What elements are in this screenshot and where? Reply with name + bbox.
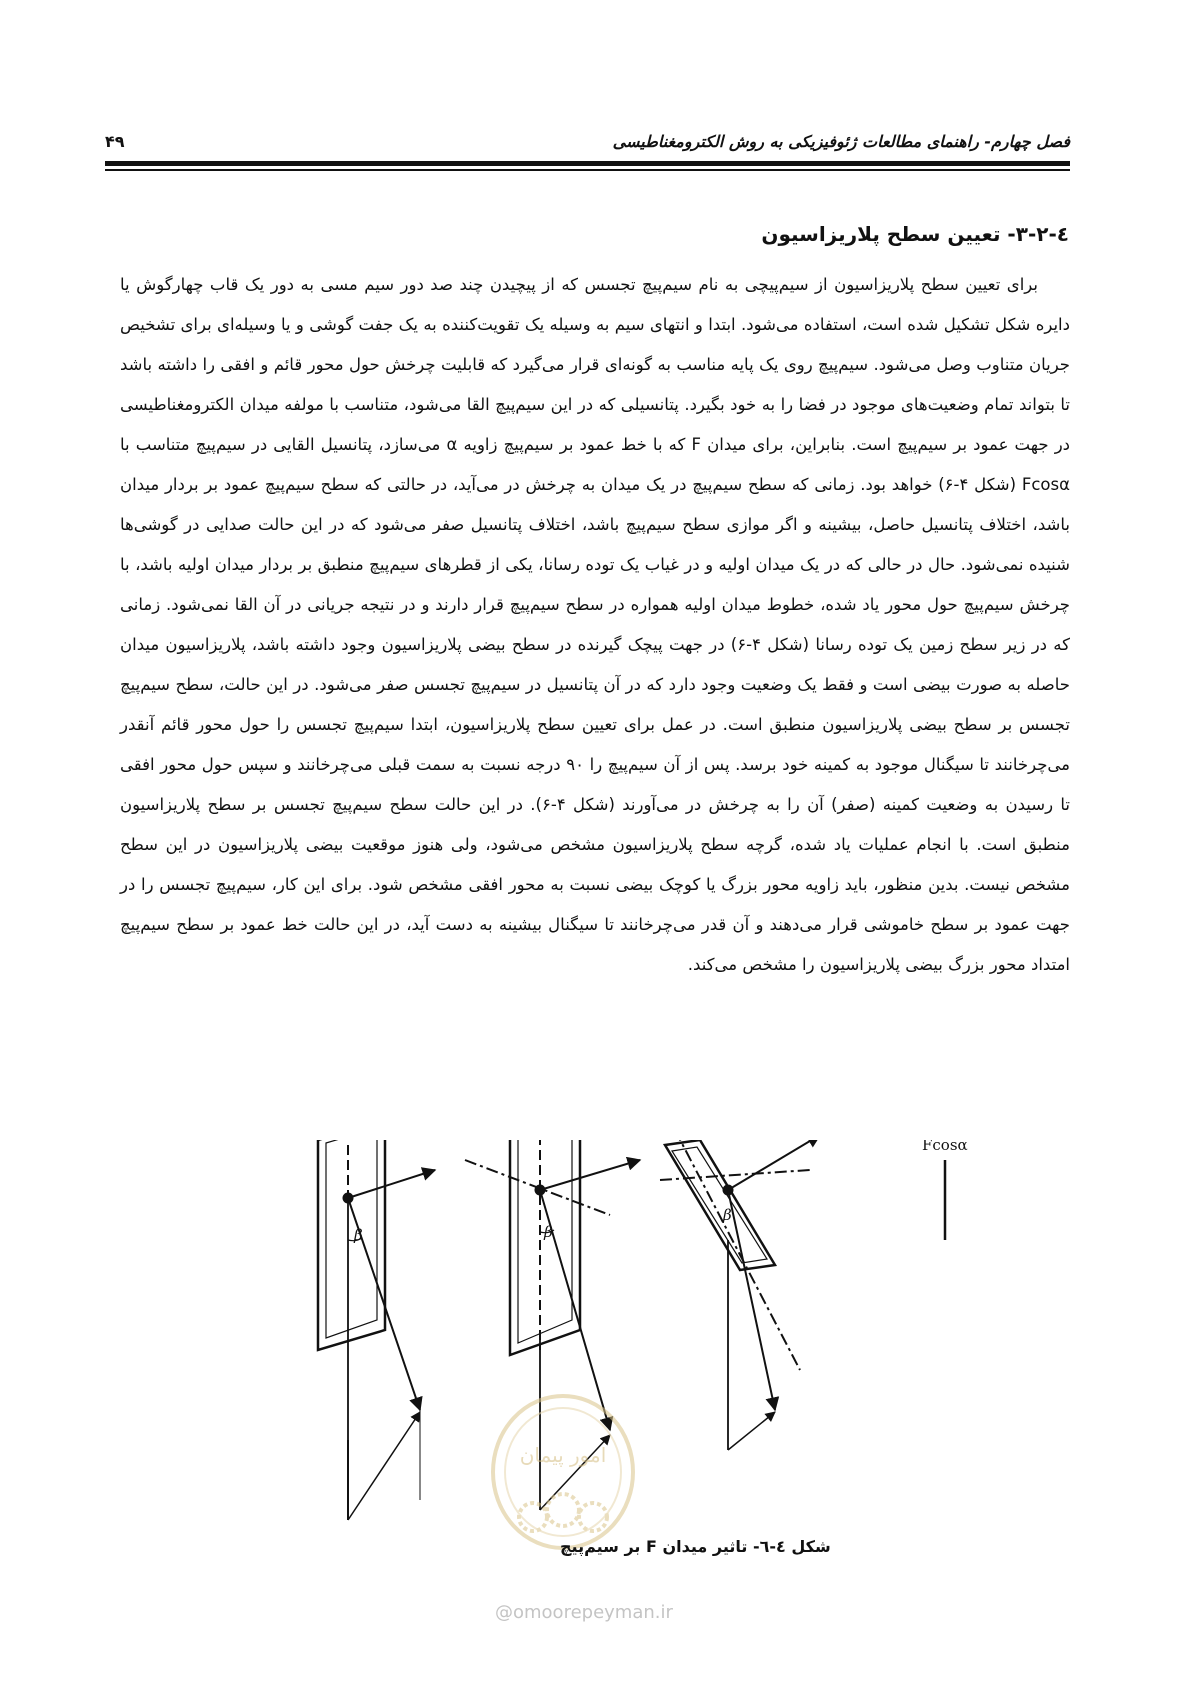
- fcos-legend-label: Fcosα: [922, 1140, 968, 1154]
- watermark-site: @omoorepeyman.ir: [495, 1602, 673, 1623]
- page-header: [105, 128, 1070, 164]
- header-rule-thick: [105, 161, 1070, 166]
- header-rule-thin: [105, 169, 1070, 171]
- watermark-logo-text: امور پیمان: [519, 1443, 607, 1467]
- figure-caption: شکل ٤-٦- تاثیر میدان F بر سیم‌پیچ: [560, 1537, 831, 1556]
- coil-3: [660, 1140, 820, 1450]
- body-paragraph: برای تعیین سطح پلاریزاسیون از سیم‌پیچی به نام سیم‌پیچ تجسس که از پیچیدن چند صد دور سیم مسی به دور یک قاب چهارگوش یا دایره شکل تشکیل شده است، استفاده می‌شود. ابتدا و انتهای سیم به وسیله یک تقویت‌کننده به یک جفت گوشی و یا وسیله‌ای برای تشخیص جریان متناوب وصل می‌شود. سیم‌پیچ روی یک پایه مناسب به گونه‌ای قرار می‌گیرد که قابلیت چرخش حول محور قائم و افقی را داشته باشد تا بتواند تمام وضعیت‌های موجود در فضا را به خود بگیرد. پتانسیلی که در این سیم‌پیچ القا می‌شود، متناسب با مولفه میدان الکترومغناطیسی در جهت عمود بر سیم‌پیچ است. بنابراین، برای میدان F که با خط عمود بر سیم‌پیچ زاویه α می‌سازد، پتانسیل القایی در سیم‌پیچ متناسب با Fcosα (شکل ۴-۶) خواهد بود. زمانی که سطح سیم‌پیچ در یک میدان به چرخش در می‌آید، در حالتی که سطح سیم‌پیچ عمود بر بردار میدان باشد، اختلاف پتانسیل حاصل، بیشینه و اگر موازی سطح سیم‌پیچ باشد، اختلاف پتانسیل صفر می‌شود که در این حالت صدایی در گوشی‌ها شنیده نمی‌شود. حال در حالی که در یک میدان اولیه و در غیاب یک توده رسانا، یکی از قطرهای سیم‌پیچ منطبق بر بردار میدان اولیه باشد، با چرخش سیم‌پیچ حول محور یاد شده، خطوط میدان اولیه همواره در سطح سیم‌پیچ قرار دارند و در نتیجه جریانی در آن القا نمی‌شود. زمانی که در زیر سطح زمین یک توده رسانا (شکل ۴-۶) در جهت پیچک گیرنده در سطح بیضی پلاریزاسیون وجود داشته باشد، پلاریزاسیون میدان حاصله به صورت بیضی است و فقط یک وضعیت وجود دارد که در آن پتانسیل در سیم‌پیچ تجسس صفر می‌شود. در این حالت، سطح سیم‌پیچ تجسس بر سطح بیضی پلاریزاسیون منطبق است. در عمل برای تعیین سطح پلاریزاسیون، ابتدا سیم‌پیچ تجسس را حول محور قائم آنقدر می‌چرخانند تا سیگنال موجود به کمینه خود برسد. پس از آن سیم‌پیچ را ۹۰ درجه نسبت به سمت قبلی می‌چرخانند و سپس حول محور افقی تا رسیدن به وضعیت کمینه (صفر) آن را به چرخش در می‌آورند (شکل ۴-۶). در این حالت سطح سیم‌پیچ تجسس بر سطح پلاریزاسیون منطبق است. با انجام عملیات یاد شده، گرچه سطح پلاریزاسیون مشخص می‌شود، ولی هنوز موقعیت بیضی پلاریزاسیون در این سطح مشخص نیست. بدین منظور، باید زاویه محور بزرگ یا کوچک بیضی نسبت به محور افقی مشخص شود. برای این کار، سیم‌پیچ تجسس را در جهت عمود بر سطح خاموشی قرار می‌دهند و آن قدر می‌چرخانند تا سیگنال بیشینه به دست آید، در این حالت خط عمود بر سطح سیم‌پیچ امتداد محور بزرگ بیضی پلاریزاسیون را مشخص می‌کند.: [120, 275, 1071, 974]
- section-heading: ٤-٢-٣- تعیین سطح پلاریزاسیون: [761, 222, 1069, 246]
- beta-label-3: β: [723, 1206, 732, 1224]
- watermark-logo: [488, 1392, 638, 1552]
- coil-1: [318, 1140, 435, 1520]
- beta-label-2: β: [544, 1223, 553, 1241]
- body-text: [120, 265, 1070, 985]
- page-number: ۴۹: [105, 132, 125, 151]
- beta-label-1: β: [354, 1226, 363, 1244]
- coil-field-figure: [300, 1140, 1090, 1590]
- chapter-title: فصل چهارم- راهنمای مطالعات ژئوفیزیکی به روش الکترومغناطیسی: [612, 132, 1070, 151]
